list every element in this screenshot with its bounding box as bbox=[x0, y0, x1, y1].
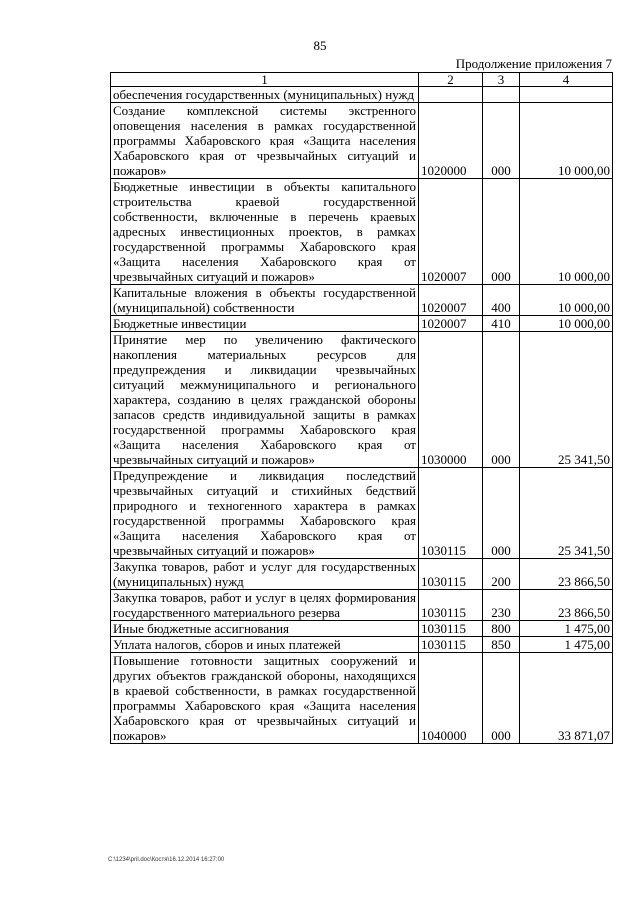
row-code: 1030000 bbox=[419, 332, 483, 468]
row-amount: 1 475,00 bbox=[520, 621, 613, 637]
row-type bbox=[483, 87, 520, 103]
row-name: Принятие мер по увеличению фактического накопления материальных ресурсов для предупреждения и ликвидации чрезвычайных ситуаций межмуниципального и регионального характера, созданию в целях гражданской обороны запасов средств индивидуальной защиты в рамках государственной программы Хабаровского края «Защита населения Хабаровского края от чрезвычайных ситуаций и пожаров» bbox=[111, 332, 419, 468]
row-amount: 33 871,07 bbox=[520, 653, 613, 744]
table-row bbox=[111, 103, 613, 179]
header-cell: 4 bbox=[520, 73, 613, 87]
row-amount: 1 475,00 bbox=[520, 637, 613, 653]
row-amount: 25 341,50 bbox=[520, 468, 613, 559]
row-amount: 23 866,50 bbox=[520, 590, 613, 621]
row-type: 000 bbox=[483, 468, 520, 559]
row-amount: 25 341,50 bbox=[520, 332, 613, 468]
row-type: 400 bbox=[483, 285, 520, 316]
row-name: Иные бюджетные ассигнования bbox=[111, 621, 419, 637]
header-cell: 3 bbox=[483, 73, 520, 87]
row-code: 1030115 bbox=[419, 621, 483, 637]
row-name: Уплата налогов, сборов и иных платежей bbox=[111, 637, 419, 653]
row-amount: 10 000,00 bbox=[520, 179, 613, 285]
row-name: Капитальные вложения в объекты государственной (муниципальной) собственности bbox=[111, 285, 419, 316]
row-code: 1030115 bbox=[419, 559, 483, 590]
row-name: Предупреждение и ликвидация последствий чрезвычайных ситуаций и стихийных бедствий природного и техногенного характера в рамках государственной программы Хабаровского края «Защита населения Хабаровского края от чрезвычайных ситуаций и пожаров» bbox=[111, 468, 419, 559]
row-name: Закупка товаров, работ и услуг для государственных (муниципальных) нужд bbox=[111, 559, 419, 590]
row-code: 1030115 bbox=[419, 590, 483, 621]
row-amount: 10 000,00 bbox=[520, 316, 613, 332]
table-row bbox=[111, 653, 613, 744]
row-code: 1030115 bbox=[419, 468, 483, 559]
header-row bbox=[111, 73, 613, 87]
table-row bbox=[111, 316, 613, 332]
row-amount bbox=[520, 87, 613, 103]
table-row bbox=[111, 590, 613, 621]
row-name: Закупка товаров, работ и услуг в целях формирования государственного материального резерва bbox=[111, 590, 419, 621]
table-row bbox=[111, 468, 613, 559]
row-type: 230 bbox=[483, 590, 520, 621]
row-code: 1020000 bbox=[419, 103, 483, 179]
row-type: 410 bbox=[483, 316, 520, 332]
row-code bbox=[419, 87, 483, 103]
row-name: Бюджетные инвестиции bbox=[111, 316, 419, 332]
header-cell: 2 bbox=[419, 73, 483, 87]
row-name: Бюджетные инвестиции в объекты капитального строительства краевой государственной собственности, включенные в перечень краевых адресных инвестиционных проектов, в рамках государственной программы Хабаровского края «Защита населения Хабаровского края от чрезвычайных ситуаций и пожаров» bbox=[111, 179, 419, 285]
row-type: 000 bbox=[483, 103, 520, 179]
table-row bbox=[111, 332, 613, 468]
table-row bbox=[111, 285, 613, 316]
row-code: 1040000 bbox=[419, 653, 483, 744]
row-code: 1020007 bbox=[419, 179, 483, 285]
row-type: 200 bbox=[483, 559, 520, 590]
row-type: 000 bbox=[483, 332, 520, 468]
table-row bbox=[111, 621, 613, 637]
row-code: 1030115 bbox=[419, 637, 483, 653]
row-name: Создание комплексной системы экстренного оповещения населения в рамках государственной программы Хабаровского края «Защита населения Хабаровского края от чрезвычайных ситуаций и пожаров» bbox=[111, 103, 419, 179]
table-row bbox=[111, 87, 613, 103]
file-path-footer: C:\1234\pril.doc\Костя\16.12.2014 16:27:00 bbox=[108, 857, 225, 863]
row-type: 850 bbox=[483, 637, 520, 653]
continuation-label: Продолжение приложения 7 bbox=[455, 56, 612, 71]
row-name: обеспечения государственных (муниципальных) нужд bbox=[111, 87, 419, 103]
row-type: 000 bbox=[483, 653, 520, 744]
page-number: 85 bbox=[313, 38, 327, 53]
row-amount: 10 000,00 bbox=[520, 103, 613, 179]
table-row bbox=[111, 637, 613, 653]
budget-table bbox=[110, 72, 613, 744]
row-amount: 23 866,50 bbox=[520, 559, 613, 590]
row-type: 800 bbox=[483, 621, 520, 637]
row-type: 000 bbox=[483, 179, 520, 285]
row-code: 1020007 bbox=[419, 316, 483, 332]
header-cell: 1 bbox=[111, 73, 419, 87]
row-amount: 10 000,00 bbox=[520, 285, 613, 316]
row-name: Повышение готовности защитных сооружений и других объектов гражданской обороны, находящихся в краевой собственности, в рамках государственной программы Хабаровского края «Защита населения Хабаровского края от чрезвычайных ситуаций и пожаров» bbox=[111, 653, 419, 744]
table-row bbox=[111, 179, 613, 285]
row-code: 1020007 bbox=[419, 285, 483, 316]
table-row bbox=[111, 559, 613, 590]
